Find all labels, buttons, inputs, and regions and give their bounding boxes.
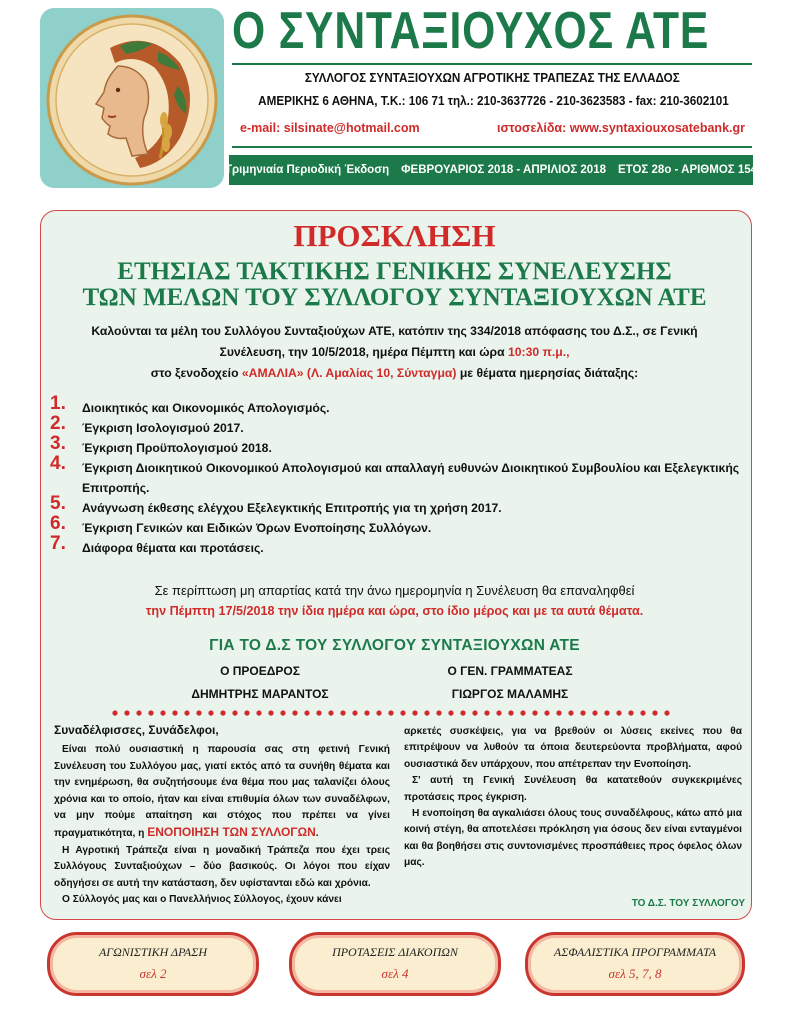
- agenda-item: [50, 393, 750, 417]
- agenda-text: Έγκριση Γενικών και Ειδικών Όρων Ενοποίησης Συλλόγων.: [82, 521, 432, 535]
- agenda-text: Έγκριση Προϋπολογισμού 2018.: [82, 441, 272, 455]
- divider-dot: [496, 710, 501, 715]
- intro-date-text: Συνέλευση, την 10/5/2018, ημέρα Πέμπτη και ώρα: [219, 345, 508, 359]
- organization-name: [232, 70, 752, 85]
- agenda-text: Έγκριση Ισολογισμού 2017.: [82, 421, 244, 435]
- coin-logo: [40, 8, 224, 188]
- contact-address: [232, 93, 752, 108]
- divider-dot: [604, 710, 609, 715]
- divider-dot: [520, 710, 525, 715]
- signature-title: ΓΙΑ ΤΟ Δ.Σ ΤΟΥ ΣΥΛΛΟΓΟΥ ΣΥΝΤΑΞΙΟΥΧΩΝ ΑΤΕ: [209, 637, 580, 654]
- quorum-note: Σε περίπτωση μη απαρτίας κατά την άνω ημερομηνία η Συνέλευση θα επαναληφθεί: [154, 583, 635, 598]
- divider-dot: [352, 710, 357, 715]
- letter-paragraph: [54, 742, 390, 842]
- tab-title: ΑΓΩΝΙΣΤΙΚΗ ΔΡΑΣΗ: [98, 945, 208, 959]
- masthead-rule-top: [232, 63, 752, 65]
- meeting-time: 10:30 π.μ.,: [507, 345, 570, 359]
- divider-dot: [664, 710, 669, 715]
- contact-address-text: ΑΜΕΡΙΚΗΣ 6 ΑΘΗΝΑ, Τ.Κ.: 106 71 τηλ.: 210-3637726 - 210-3623583 - fax: 210-3602101: [258, 93, 729, 108]
- issue-frequency: Τριμηνιαία Περιοδική Έκδοση: [224, 164, 390, 176]
- divider-dot: [268, 710, 273, 715]
- divider-dot: [592, 710, 597, 715]
- divider-dot: [616, 710, 621, 715]
- secretary-role: Ο ΓΕΝ. ΓΡΑΜΜΑΤΕΑΣ: [447, 664, 573, 678]
- letter-column-right: [404, 724, 742, 872]
- intro-agenda-lead: με θέματα ημερησίας διάταξης:: [456, 366, 639, 380]
- divider-dot: [436, 710, 441, 715]
- agenda-text: Έγκριση Διοικητικού Οικονομικού Απολογισμού και απαλλαγή ευθυνών Διοικητικού Συμβουλίου και Εξελεγκτικής Επιτροπής.: [82, 461, 740, 495]
- divider-dot: [448, 710, 453, 715]
- divider-dot: [400, 710, 405, 715]
- divider-dot: [652, 710, 657, 715]
- tab-page: σελ 2: [139, 966, 167, 981]
- divider-dot: [544, 710, 549, 715]
- divider-dot: [220, 710, 225, 715]
- tab-title: ΠΡΟΤΑΣΕΙΣ ΔΙΑΚΟΠΩΝ: [332, 945, 458, 959]
- masthead-rule-bottom: [232, 146, 752, 148]
- divider-dot: [580, 710, 585, 715]
- agenda-number: 1.: [50, 393, 66, 414]
- divider-dot: [424, 710, 429, 715]
- president-role: Ο ΠΡΟΕΔΡΟΣ: [220, 664, 300, 678]
- intro-line-1: Καλούνται τα μέλη του Συλλόγου Συνταξιούχων ΑΤΕ, κατόπιν της 334/2018 απόφασης του Δ.Σ., σε Γενική: [91, 324, 698, 338]
- agenda-text: Διάφορα θέματα και προτάσεις.: [82, 541, 264, 555]
- intro-line-3: [50, 362, 739, 384]
- divider-dot: [568, 710, 573, 715]
- divider-dot: [508, 710, 513, 715]
- agenda-item: [50, 433, 750, 457]
- agenda-number: 3.: [50, 433, 66, 454]
- agenda-text: Ανάγνωση έκθεσης ελέγχου Εξελεγκτικής Επιτροπής για τη χρήση 2017.: [82, 501, 502, 515]
- letter-paragraph-text: Είναι πολύ ουσιαστική η παρουσία σας στη φετινή Γενική Συνέλευση του Συλλόγου μας, γιατί εκτός από τα συνήθη θέματα και την ενημέρωση, θα συζητήσουμε ένα θέμα που μας ταλανίζει όλους χρόνια και το οποίο, ήταν και είναι επιθυμία όλων των συναδέλφων, να μην πούμε απαίτηση και στόχος που πρέπει να γίνει πραγματικότητα, η: [54, 744, 390, 840]
- agenda-item: [50, 493, 750, 517]
- agenda-item: [50, 513, 750, 537]
- letter-paragraph-end: .: [315, 828, 319, 840]
- agenda-number: 5.: [50, 493, 66, 514]
- agenda-number: 6.: [50, 513, 66, 534]
- divider-dot: [112, 710, 117, 715]
- letter-column-left: [54, 722, 390, 908]
- letter-paragraph: Η Αγροτική Τράπεζα είναι η μοναδική Τράπεζα που έχει τρεις Συλλόγους Συνταξιούχων – δύο βασικούς. Οι λόγοι που είχαν οδηγήσει σε αυτή την κατάσταση, δεν υφίστανται εδώ και χρόνια.: [54, 844, 390, 889]
- divider-dot: [472, 710, 477, 715]
- issue-period: ΦΕΒΡΟΥΑΡΙΟΣ 2018 - ΑΠΡΙΛΙΟΣ 2018: [401, 164, 606, 176]
- divider-dot: [556, 710, 561, 715]
- invitation-subheading-1: ΕΤΗΣΙΑΣ ΤΑΚΤΙΚΗΣ ΓΕΝΙΚΗΣ ΣΥΝΕΛΕΥΣΗΣ: [117, 258, 672, 285]
- president-signature: [160, 660, 360, 706]
- newspaper-title: Ο ΣΥΝΤΑΞΙΟΥΧΟΣ ΑΤΕ: [232, 2, 710, 60]
- divider-dot: [340, 710, 345, 715]
- repeat-meeting-note: την Πέμπτη 17/5/2018 την ίδια ημέρα και ώρα, στο ίδιο μέρος και με τα αυτά θέματα.: [145, 604, 644, 618]
- divider-dot: [136, 710, 141, 715]
- tab-page: σελ 5, 7, 8: [608, 966, 662, 981]
- letter-paragraph: Η ενοποίηση θα αγκαλιάσει όλους τους συναδέλφους, κάτω από μια κοινή στέγη, θα αποτελέσει πρόκληση για όσους δεν είναι ενταγμένοι και θα βοηθήσει στις συντονισμένες προσπάθειες προς όφελος όλων μας.: [404, 808, 742, 869]
- tab-agonistiki-drasi[interactable]: [47, 932, 259, 996]
- dotted-divider: [112, 710, 677, 716]
- tab-page: σελ 4: [381, 966, 409, 981]
- divider-dot: [292, 710, 297, 715]
- tab-title: ΑΣΦΑΛΙΣΤΙΚΑ ΠΡΟΓΡΑΜΜΑΤΑ: [553, 945, 717, 959]
- issue-number: ΕΤΟΣ 28ο - ΑΡΙΘΜΟΣ 154: [618, 164, 758, 176]
- divider-dot: [280, 710, 285, 715]
- invitation-heading: ΠΡΟΣΚΛΗΣΗ: [293, 218, 496, 253]
- agenda-item: [50, 413, 750, 437]
- divider-dot: [628, 710, 633, 715]
- goddess-coin-icon: [40, 8, 224, 188]
- letter-signoff: ΤΟ Δ.Σ. ΤΟΥ ΣΥΛΛΟΓΟΥ: [631, 898, 745, 909]
- agenda-item: [50, 453, 750, 497]
- divider-dot: [196, 710, 201, 715]
- issue-info-bar: [224, 155, 758, 185]
- divider-dot: [532, 710, 537, 715]
- divider-dot: [412, 710, 417, 715]
- website-link[interactable]: ιστοσελίδα: www.syntaxiouxosatebank.gr: [497, 121, 745, 135]
- organization-name-text: ΣΥΛΛΟΓΟΣ ΣΥΝΤΑΞΙΟΥΧΩΝ ΑΓΡΟΤΙΚΗΣ ΤΡΑΠΕΖΑΣ ΤΗΣ ΕΛΛΑΔΟΣ: [304, 70, 680, 85]
- agenda-item: [50, 533, 750, 557]
- letter-paragraph: αρκετές συσκέψεις, για να βρεθούν οι λύσεις εκείνες που θα επιτρέψουν να λυθούν τα όποια δευτερεύοντα προβλήματα, αφού ουσιαστικά δεν υπάρχουν, που απέτρεπαν την Ενοποίηση.: [404, 726, 742, 770]
- divider-dot: [244, 710, 249, 715]
- letter-paragraph: Ο Σύλλογός μας και ο Πανελλήνιος Σύλλογος, έχουν κάνει: [62, 894, 342, 906]
- divider-dot: [184, 710, 189, 715]
- divider-dot: [460, 710, 465, 715]
- invitation-subheading-2: ΤΩΝ ΜΕΛΩΝ ΤΟΥ ΣΥΛΛΟΓΟΥ ΣΥΝΤΑΞΙΟΥΧΩΝ ΑΤΕ: [82, 284, 707, 311]
- divider-dot: [304, 710, 309, 715]
- agenda-number: 2.: [50, 413, 66, 434]
- secretary-signature: [410, 660, 610, 706]
- divider-dot: [316, 710, 321, 715]
- intro-venue-prefix: στο ξενοδοχείο: [150, 366, 242, 380]
- agenda-number: 7.: [50, 533, 66, 554]
- divider-dot: [124, 710, 129, 715]
- divider-dot: [172, 710, 177, 715]
- divider-dot: [232, 710, 237, 715]
- agenda-list: [50, 393, 750, 557]
- divider-dot: [328, 710, 333, 715]
- agenda-number: 4.: [50, 453, 66, 474]
- tab-asfalistika-programmata[interactable]: [525, 932, 745, 996]
- divider-dot: [364, 710, 369, 715]
- contact-links: [240, 121, 745, 139]
- divider-dot: [148, 710, 153, 715]
- meeting-venue: «ΑΜΑΛΙΑ» (Λ. Αμαλίας 10, Σύνταγμα): [241, 366, 457, 380]
- email-link[interactable]: e-mail: silsinate@hotmail.com: [240, 121, 420, 135]
- president-name: ΔΗΜΗΤΡΗΣ ΜΑΡΑΝΤΟΣ: [191, 687, 329, 701]
- agenda-text: Διοικητικός και Οικονομικός Απολογισμός.: [82, 401, 330, 415]
- divider-dot: [388, 710, 393, 715]
- unification-highlight: ΕΝΟΠΟΙΗΣΗ ΤΩΝ ΣΥΛΛΟΓΩΝ: [147, 825, 316, 840]
- divider-dot: [256, 710, 261, 715]
- divider-dot: [208, 710, 213, 715]
- letter-greeting: Συναδέλφισσες, Συνάδελφοι,: [54, 723, 219, 737]
- divider-dot: [376, 710, 381, 715]
- divider-dot: [160, 710, 165, 715]
- intro-line-2: [50, 341, 739, 363]
- tab-protaseis-diakopon[interactable]: [289, 932, 501, 996]
- secretary-name: ΓΙΩΡΓΟΣ ΜΑΛΑΜΗΣ: [451, 687, 569, 701]
- letter-paragraph: Σ' αυτή τη Γενική Συνέλευση θα κατατεθούν συγκεκριμένες προτάσεις προς έγκριση.: [404, 775, 742, 803]
- divider-dot: [484, 710, 489, 715]
- divider-dot: [640, 710, 645, 715]
